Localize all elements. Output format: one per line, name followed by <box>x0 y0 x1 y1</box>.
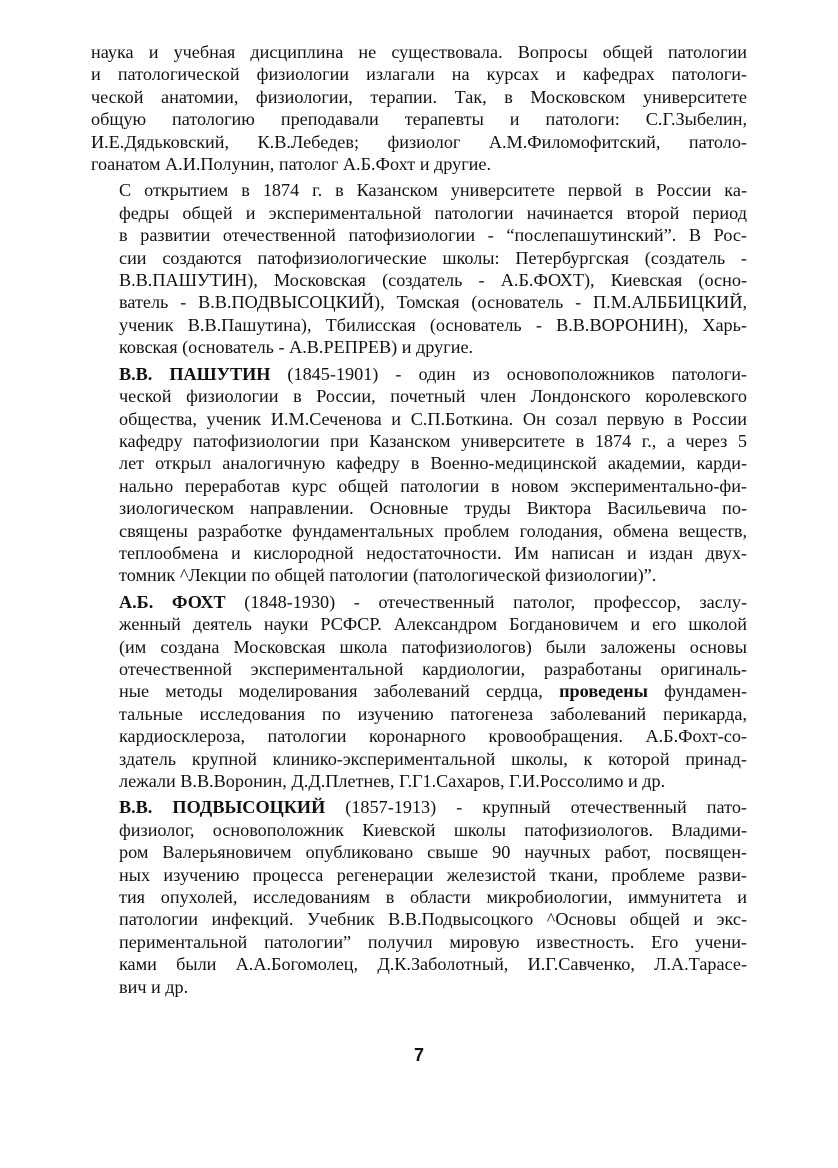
text-line: физиолог, основоположник Киевской школы патофизиологов. Владими- <box>119 819 747 840</box>
paragraph-fokht <box>91 591 747 793</box>
text-line: в развитии отечественной патофизиологии - “послепашутинский”. В Рос- <box>119 225 747 246</box>
text-line: И.Е.Дядьковский, К.В.Лебедев; физиолог А.М.Филомофитский, патоло- <box>91 131 747 152</box>
text-line: тальные исследования по изучению патогенеза заболеваний перикарда, <box>119 703 747 724</box>
body-text <box>91 41 747 998</box>
paragraph-1 <box>91 41 747 175</box>
text-line: ками были А.А.Богомолец, Д.К.Заболотный, И.Г.Савченко, Л.А.Тарасе- <box>119 954 747 975</box>
text-line: ковская (основатель - А.В.РЕПРЕВ) и другие. <box>119 337 474 358</box>
person-name-bold: А.Б. ФОХТ <box>119 591 226 612</box>
text-line: гоанатом А.И.Полунин, патолог А.Б.Фохт и другие. <box>91 154 492 175</box>
text-line <box>91 796 747 818</box>
text-line: С открытием в 1874 г. в Казанском университете первой в России ка- <box>119 180 747 201</box>
text-line: наука и учебная дисциплина не существовала. Вопросы общей патологии <box>91 42 747 62</box>
text-line: кафедру патофизиологии при Казанском университете в 1874 г., а через 5 <box>119 430 747 451</box>
text-line: лежали В.В.Воронин, Д.Д.Плетнев, Г.Г1.Сахаров, Г.И.Россолимо и др. <box>119 771 666 791</box>
text-line: теплообмена и кислородной недостаточности. Им написан и издан двух- <box>119 542 747 563</box>
text-line: отечественной экспериментальной кардиологии, разработаны оригиналь- <box>119 658 747 679</box>
text-line: священы разработке фундаментальных проблем голодания, обмена веществ, <box>119 520 747 541</box>
text-line: ческой физиологии в России, почетный член Лондонского королевского <box>119 386 747 407</box>
text-fragment: фундамен- <box>647 681 747 702</box>
text-line: тия опухолей, исследованиям в области микробиологии, иммунитета и <box>119 887 747 908</box>
text-line: ватель - В.В.ПОДВЫСОЦКИЙ), Томская (основатель - П.М.АЛББИЦКИЙ, <box>119 292 747 313</box>
text-fragment: (1848-1930) - отечественный патолог, профессор, заслу- <box>225 591 747 612</box>
paragraph-2 <box>91 179 747 358</box>
text-line: и патологической физиологии излагали на курсах и кафедрах патологи- <box>91 64 747 85</box>
text-line: вич и др. <box>119 976 189 997</box>
text-line: кардиосклероза, патологии коронарного кровообращения. А.Б.Фохт-со- <box>119 726 747 747</box>
text-line <box>91 363 747 385</box>
text-line: ных изучению процесса регенерации железистой ткани, проблеме разви- <box>119 864 747 885</box>
paragraph-pashutin <box>91 363 747 587</box>
text-line: зиологическом направлении. Основные труды Виктора Васильевича по- <box>119 498 747 519</box>
text-line: В.В.ПАШУТИН), Московская (создатель - А.Б.ФОХТ), Киевская (осно- <box>119 270 747 291</box>
paragraph-podvysotsky <box>91 796 747 998</box>
text-line <box>91 680 747 702</box>
text-line: ром Валерьяновичем опубликовано свыше 90 научных работ, посвящен- <box>119 842 747 863</box>
text-line: федры общей и экспериментальной патологии начинается второй период <box>119 202 747 223</box>
text-fragment: (1857-1913) - крупный отечественный пато- <box>325 797 747 818</box>
text-line: нально переработав курс общей патологии в новом экспериментально-фи- <box>119 475 747 496</box>
text-line: женный деятель науки РСФСР. Александром Богдановичем и его школой <box>119 614 747 635</box>
text-line: ученик В.В.Пашутина), Тбилисская (основатель - В.В.ВОРОНИН), Харь- <box>119 314 747 335</box>
text-fragment: ные методы моделирования заболеваний сердца, <box>119 681 560 702</box>
text-line: томник ^Лекции по общей патологии (патологической физиологии)”. <box>119 565 657 586</box>
emphasis-bold: проведены <box>559 681 648 702</box>
person-name-bold: В.В. ПАШУТИН <box>119 363 271 384</box>
text-line: периментальной патологии” получил мировую известность. Его учени- <box>119 931 747 952</box>
text-line: здатель крупной клинико-экспериментальной школы, к которой принад- <box>119 748 747 769</box>
text-line <box>91 591 747 613</box>
text-line: общую патологию преподавали терапевты и патологи: С.Г.Зыбелин, <box>91 109 747 130</box>
text-line: лет открыл аналогичную кафедру в Военно-медицинской академии, карди- <box>119 453 747 474</box>
text-line: сии создаются патофизиологические школы: Петербургская (создатель - <box>119 247 747 268</box>
text-line: (им создана Московская школа патофизиологов) были заложены основы <box>119 636 747 657</box>
text-line: общества, ученик И.М.Сеченова и С.П.Боткина. Он созал первую в России <box>119 408 747 429</box>
person-name-bold: В.В. ПОДВЫСОЦКИЙ <box>119 797 326 818</box>
text-line: ческой анатомии, физиологии, терапии. Так, в Московском университете <box>91 86 747 107</box>
text-line: патологии инфекций. Учебник В.В.Подвысоцкого ^Основы общей и экс- <box>119 909 747 930</box>
text-fragment: (1845-1901) - один из основоположников патологи- <box>270 363 747 384</box>
page-number: 7 <box>413 1045 424 1065</box>
